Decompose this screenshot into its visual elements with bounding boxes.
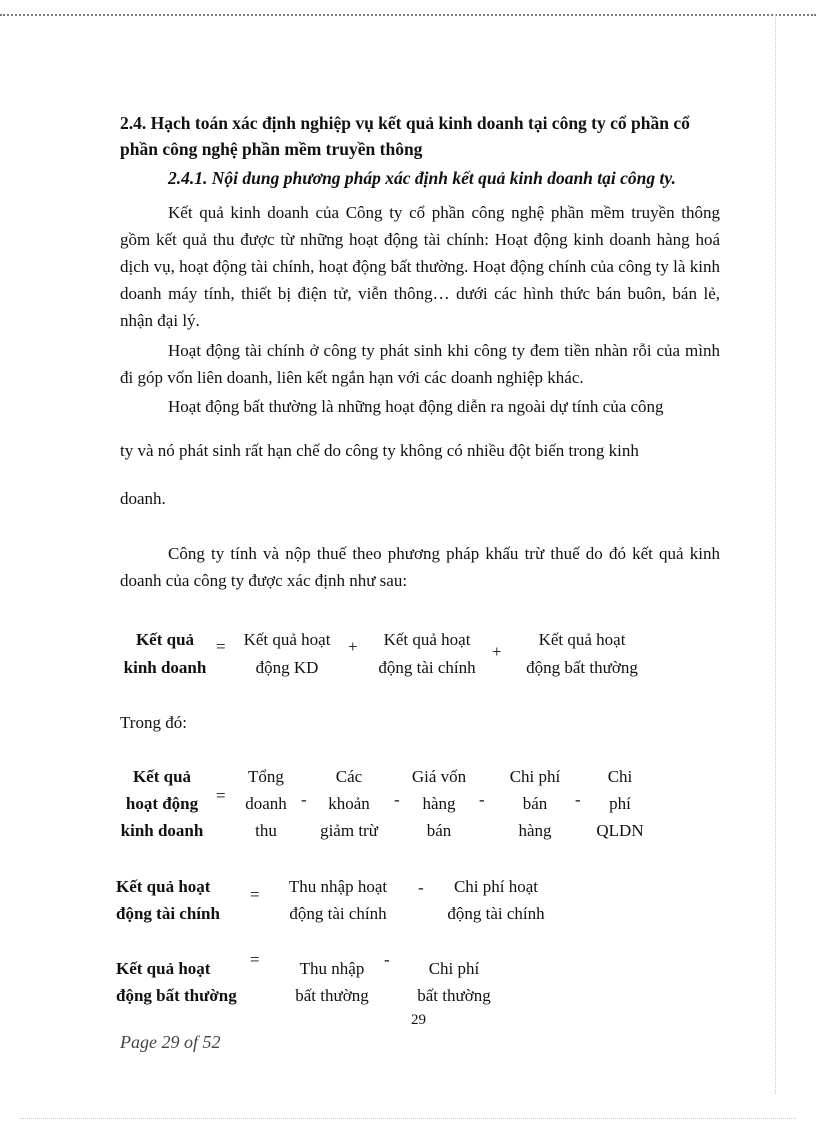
formula2-term3-line3: bán bbox=[426, 821, 452, 840]
formula2-term3-line2: hàng bbox=[422, 794, 456, 813]
formula2-minus-3: - bbox=[479, 790, 485, 809]
formula4-equals: = bbox=[250, 950, 260, 969]
right-margin-guide bbox=[775, 14, 776, 1094]
formula3-lhs-line2: động tài chính bbox=[116, 904, 220, 923]
formula2-term5-line2: phí bbox=[609, 794, 631, 813]
formula4-term1-line2: bất thường bbox=[295, 986, 369, 1005]
formula4-term2-line1: Chi phí bbox=[428, 959, 480, 978]
formula1-lhs-line1: Kết quả bbox=[135, 630, 195, 649]
page-number: 29 bbox=[411, 1012, 426, 1028]
formula2-term3-line1: Giá vốn bbox=[411, 767, 467, 786]
paragraph-1: Kết quả kinh doanh của Công ty cổ phần công nghệ phần mềm truyền thông gồm kết quả thu được từ những hoạt động tài chính: Hoạt động kinh doanh hàng hoá dịch vụ, hoạt động tài chính, hoạt động bất thường. Hoạt động chính của công ty là kinh doanh máy tính, thiết bị điện tử, viễn thông… dưới các hình thức bán buôn, bán lẻ, nhận đại lý. bbox=[120, 203, 720, 330]
formula4-lhs-line1: Kết quả hoạt bbox=[116, 959, 211, 978]
formula2-term4-line2: bán bbox=[522, 794, 548, 813]
formula3-term2-line1: Chi phí hoạt bbox=[453, 877, 539, 896]
formula4-term2-line2: bất thường bbox=[417, 986, 491, 1005]
formula2-minus-2: - bbox=[394, 790, 400, 809]
formula1-term1-line1: Kết quả hoạt bbox=[243, 630, 331, 649]
paragraph-3-line-2: ty và nó phát sinh rất hạn chế do công ty không có nhiều đột biến trong kinh bbox=[120, 441, 639, 460]
formula4-term1-line1: Thu nhập bbox=[299, 959, 365, 978]
formula2-minus-1: - bbox=[301, 790, 307, 809]
formula2-term4-line1: Chi phí bbox=[509, 767, 561, 786]
page-footer: Page 29 of 52 bbox=[120, 1032, 221, 1052]
formula2-lhs-line3: kinh doanh bbox=[120, 821, 204, 840]
formula3-term1-line1: Thu nhập hoạt bbox=[288, 877, 388, 896]
formula2-term5-line1: Chi bbox=[607, 767, 633, 786]
formula2-term1-line3: thu bbox=[255, 821, 277, 840]
paragraph-4: Công ty tính và nộp thuế theo phương pháp khấu trừ thuế do đó kết quả kinh doanh của công ty được xác định như sau: bbox=[120, 544, 720, 590]
formula3-term1-line2: động tài chính bbox=[289, 904, 387, 923]
formula2-equals: = bbox=[216, 786, 226, 805]
formula3-term2-line2: động tài chính bbox=[447, 904, 545, 923]
formula1-plus-2: + bbox=[492, 642, 502, 661]
formula1-term1-line2: động KD bbox=[255, 658, 319, 677]
formula2-lhs-line1: Kết quả bbox=[132, 767, 192, 786]
subsection-heading: 2.4.1. Nội dung phương pháp xác định kết quả kinh doanh tại công ty. bbox=[168, 168, 676, 188]
formula2-term1-line1: Tổng bbox=[248, 767, 284, 786]
formula1-lhs-line2: kinh doanh bbox=[123, 658, 207, 677]
paragraph-3-line-3: doanh. bbox=[120, 489, 166, 508]
formula2-minus-4: - bbox=[575, 790, 581, 809]
formula4-lhs-line2: động bất thường bbox=[116, 986, 237, 1005]
formula3-lhs-line1: Kết quả hoạt bbox=[116, 877, 211, 896]
formula3-equals: = bbox=[250, 885, 260, 904]
formula2-term1-line2: doanh bbox=[245, 794, 287, 813]
section-heading: 2.4. Hạch toán xác định nghiệp vụ kết quả kinh doanh tại công ty cổ phần cổ phần công nghệ phần mềm truyền thông bbox=[120, 113, 690, 159]
paragraph-3-line-1: Hoạt động bất thường là những hoạt động diễn ra ngoài dự tính của công bbox=[168, 397, 664, 416]
formula1-term2-line1: Kết quả hoạt bbox=[383, 630, 471, 649]
formula1-plus-1: + bbox=[348, 637, 358, 656]
formula2-term2-line3: giảm trừ bbox=[320, 821, 378, 840]
top-border bbox=[0, 0, 816, 16]
formula2-term4-line3: hàng bbox=[518, 821, 552, 840]
formula1-equals: = bbox=[216, 637, 226, 656]
formula4-minus: - bbox=[384, 950, 390, 969]
formula2-term2-line1: Các bbox=[335, 767, 363, 786]
formula3-minus: - bbox=[418, 878, 424, 897]
paragraph-2: Hoạt động tài chính ở công ty phát sinh khi công ty đem tiền nhàn rỗi của mình đi góp vốn liên doanh, liên kết ngắn hạn với các doanh nghiệp khác. bbox=[120, 341, 720, 387]
formula2-term2-line2: khoản bbox=[328, 794, 370, 813]
formula1-term3-line1: Kết quả hoạt bbox=[538, 630, 626, 649]
formula1-term2-line2: động tài chính bbox=[378, 658, 476, 677]
trong-do-label: Trong đó: bbox=[120, 713, 187, 732]
bottom-margin-guide bbox=[20, 1118, 796, 1119]
formula2-lhs-line2: hoạt động bbox=[125, 794, 199, 813]
formula1-term3-line2: động bất thường bbox=[526, 658, 638, 677]
formula2-term5-line3: QLDN bbox=[596, 821, 644, 840]
